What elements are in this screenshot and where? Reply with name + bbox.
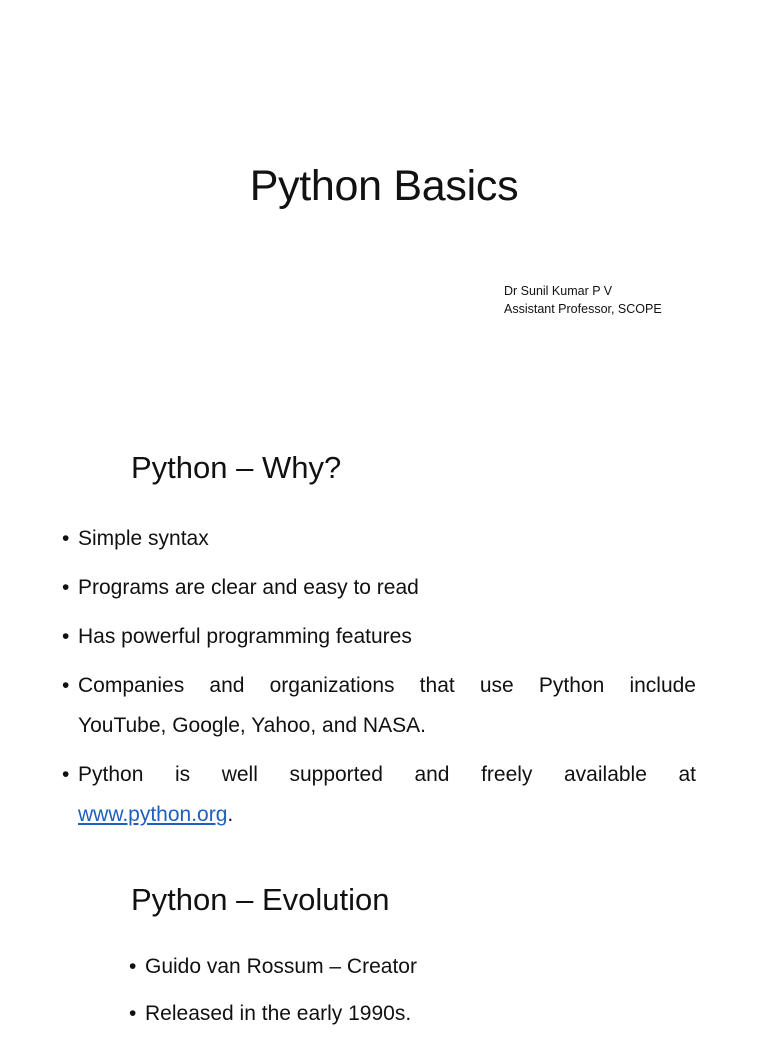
list-item [62, 755, 696, 835]
evolution-bullet-list [129, 951, 689, 1045]
presentation-title: Python Basics [249, 162, 519, 210]
evolution-heading: Python – Evolution [131, 882, 390, 917]
list-item [62, 568, 696, 608]
bullet-text: Programs are clear and easy to read [78, 576, 419, 599]
list-item [129, 951, 689, 983]
bullet-icon: • [62, 674, 70, 697]
bullet-text-line: Companies and organizations that use Python include [78, 674, 696, 697]
list-item [129, 998, 689, 1030]
bullet-icon: • [62, 576, 70, 599]
bullet-text: Simple syntax [78, 527, 209, 550]
period-text: . [227, 803, 234, 826]
bullet-text-line: YouTube, Google, Yahoo, and NASA. [78, 714, 426, 737]
bullet-icon: • [62, 625, 70, 648]
author-name: Dr Sunil Kumar P V [504, 284, 613, 298]
author-block [504, 282, 662, 318]
title-slide [0, 0, 768, 380]
bullet-text: Has powerful programming features [78, 625, 412, 648]
bullet-text-line: Python is well supported and freely available at [78, 763, 696, 786]
why-heading: Python – Why? [131, 450, 342, 485]
bullet-text: Guido van Rossum – Creator [145, 955, 417, 978]
list-item [62, 519, 696, 559]
list-item [62, 617, 696, 657]
bullet-text: Released in the early 1990s. [145, 1002, 412, 1025]
author-role: Assistant Professor, SCOPE [504, 302, 662, 316]
python-org-link[interactable]: www.python.org [78, 803, 228, 826]
bullet-text-line-2 [78, 795, 696, 835]
bullet-icon: • [62, 763, 70, 786]
bullet-icon: • [129, 1002, 137, 1025]
bullet-icon: • [129, 955, 137, 978]
list-item [62, 666, 696, 746]
bullet-icon: • [62, 527, 70, 550]
why-bullet-list [62, 519, 696, 844]
